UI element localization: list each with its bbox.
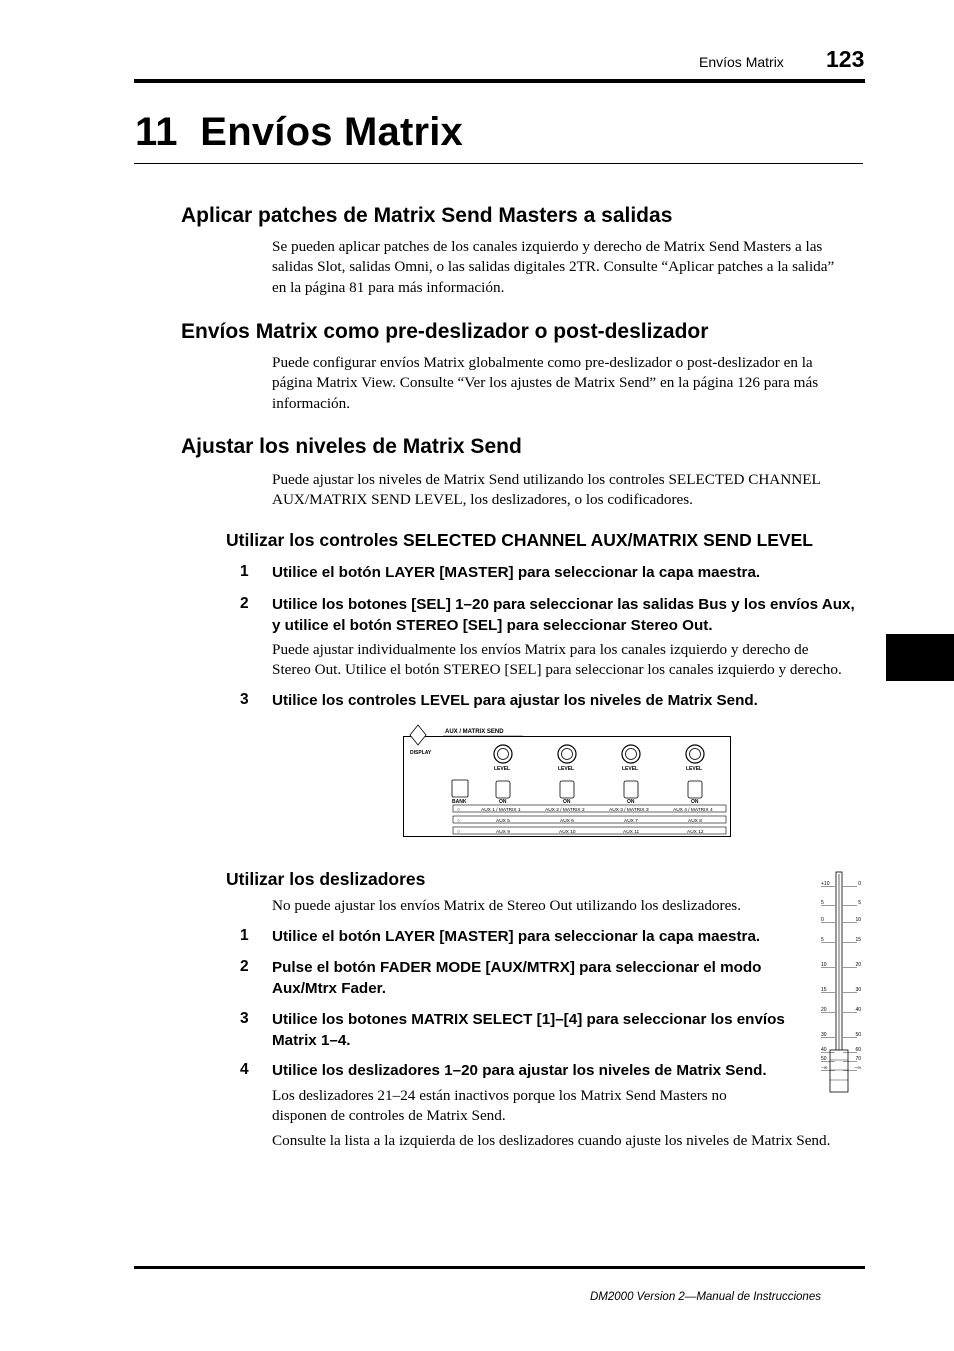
section-heading-prepost: Envíos Matrix como pre-deslizador o post-deslizador — [181, 320, 709, 343]
text-line: Puede ajustar los niveles de Matrix Send utilizando los controles SELECTED CHANNEL — [272, 471, 821, 488]
step-number: 2 — [240, 958, 249, 975]
svg-text:○: ○ — [457, 818, 461, 824]
fader-scale-right — [843, 881, 861, 1071]
bank-cell: AUX 5 — [496, 819, 510, 824]
step-number: 3 — [240, 691, 249, 708]
fader-tick-label: 70 — [855, 1056, 861, 1062]
fader-scale-illustration — [813, 870, 865, 1095]
running-header-section: Envíos Matrix — [699, 54, 784, 70]
section-body-prepost — [272, 353, 818, 414]
step-number: 4 — [240, 1061, 249, 1078]
fader-tick-label: 50 — [855, 1032, 861, 1038]
text-line: salidas Slot, salidas Omni, o las salidas digitales 2TR. Consulte “Aplicar patches a la salida” — [272, 258, 835, 276]
footer-rule — [134, 1266, 865, 1269]
fader-tick-label: 5 — [821, 900, 824, 906]
bank-row-2 — [453, 816, 726, 824]
aux-matrix-send-panel-illustration — [403, 723, 731, 837]
text-line: información. — [272, 394, 351, 412]
step-number: 1 — [240, 563, 249, 580]
bank-cell: AUX 6 — [560, 819, 574, 824]
fader-tick-label: 10 — [821, 962, 827, 968]
fader-tick-label: 20 — [855, 962, 861, 968]
subsection-heading-controls: Utilizar los controles SELECTED CHANNEL AUX/MATRIX SEND LEVEL — [226, 530, 813, 550]
svg-text:○: ○ — [457, 807, 461, 813]
page-number: 123 — [826, 46, 865, 72]
fader-tick-label: 50 — [821, 1056, 827, 1062]
fader-tick-label: 20 — [821, 1007, 827, 1013]
bank-cell: AUX 3 / MATRIX 3 — [609, 808, 649, 813]
text-line: Aux/Mtrx Fader. — [272, 979, 386, 997]
text-line: Se pueden aplicar patches de los canales izquierdo y derecho de Matrix Send Masters a las — [272, 238, 823, 255]
text-line: AUX/MATRIX SEND LEVEL, los deslizadores, o los codificadores. — [272, 491, 693, 509]
level-label: LEVEL — [622, 766, 639, 772]
step-number: 1 — [240, 927, 249, 944]
bank-cell: AUX 9 — [496, 830, 510, 835]
level-label: LEVEL — [686, 766, 703, 772]
panel-title: AUX / MATRIX SEND — [445, 729, 504, 735]
step-note — [272, 640, 842, 681]
on-button — [560, 781, 574, 798]
level-label: LEVEL — [558, 766, 575, 772]
bank-row-3 — [453, 827, 726, 835]
fader-tick-label: 15 — [855, 937, 861, 943]
fader-tick-label: −∞ — [821, 1065, 828, 1071]
chapter-rule — [134, 163, 863, 164]
bank-cell: AUX 8 — [688, 819, 702, 824]
fader-tick-label: +10 — [821, 881, 830, 887]
bank-cell: AUX 7 — [624, 819, 638, 824]
text-line: Los deslizadores 21–24 están inactivos porque los Matrix Send Masters no — [272, 1087, 727, 1104]
display-label: DISPLAY — [410, 750, 432, 756]
text-line: Matrix 1–4. — [272, 1031, 351, 1049]
footer-text: DM2000 Version 2—Manual de Instrucciones — [590, 1291, 821, 1303]
text-line: Stereo Out. Utilice el botón STEREO [SEL] para seleccionar los canales izquierdo y derecho. — [272, 661, 842, 679]
bank-cell: AUX 2 / MATRIX 2 — [545, 808, 585, 813]
faders-intro: No puede ajustar los envíos Matrix de Stereo Out utilizando los deslizadores. — [272, 897, 742, 914]
faders-note-2: Consulte la lista a la izquierda de los deslizadores cuando ajuste los niveles de Matrix Send. — [272, 1132, 831, 1149]
fader-tick-label: 60 — [855, 1047, 861, 1053]
section-body-patches — [272, 237, 834, 298]
text-line: Utilice los botones [SEL] 1–20 para seleccionar las salidas Bus y los envíos Aux, — [272, 596, 855, 613]
step-number: 3 — [240, 1010, 249, 1027]
step-text — [272, 1010, 785, 1051]
text-line: página Matrix View. Consulte “Ver los ajustes de Matrix Send” en la página 126 para más — [272, 374, 819, 392]
text-line: Utilice los botones MATRIX SELECT [1]–[4] para seleccionar los envíos — [272, 1011, 785, 1028]
section-heading-patches: Aplicar patches de Matrix Send Masters a salidas — [181, 204, 673, 227]
step-text — [272, 595, 855, 636]
fader-knob — [830, 1050, 848, 1092]
on-button — [496, 781, 510, 798]
subsection-heading-faders: Utilizar los deslizadores — [226, 869, 426, 889]
fader-scale-left — [821, 881, 835, 1071]
text-line: Utilice el botón LAYER [MASTER] para seleccionar la capa maestra. — [272, 928, 761, 945]
text-line: disponen de controles de Matrix Send. — [272, 1107, 506, 1125]
on-label: ON — [691, 799, 699, 805]
section-heading-levels: Ajustar los niveles de Matrix Send — [181, 435, 522, 458]
fader-tick-label: 0 — [821, 917, 824, 923]
step-text — [272, 927, 760, 948]
text-line: Pulse el botón FADER MODE [AUX/MTRX] para seleccionar el modo — [272, 959, 762, 976]
step-text — [272, 563, 760, 584]
on-label: ON — [499, 799, 507, 805]
text-line: y utilice el botón STEREO [SEL] para seleccionar Stereo Out. — [272, 616, 713, 634]
text-line: Puede ajustar individualmente los envíos Matrix para los canales izquierdo y derecho de — [272, 641, 809, 658]
bank-label: BANK — [452, 799, 467, 805]
step-number: 2 — [240, 595, 249, 612]
header-rule — [134, 79, 865, 83]
faders-note-1 — [272, 1086, 727, 1127]
text-line: Utilice los controles LEVEL para ajustar los niveles de Matrix Send. — [272, 692, 758, 709]
fader-tick-label: 10 — [855, 917, 861, 923]
text-line: Puede configurar envíos Matrix globalmente como pre-deslizador o post-deslizador en la — [272, 354, 813, 371]
fader-tick-label: 0 — [858, 881, 861, 887]
chapter-title: 11 Envíos Matrix — [135, 110, 463, 154]
step-text — [272, 958, 761, 999]
fader-tick-label: 5 — [858, 900, 861, 906]
fader-tick-label: 5 — [821, 937, 824, 943]
bank-cell: AUX 1 / MATRIX 1 — [481, 808, 521, 813]
chapter-thumb-tab — [886, 634, 954, 681]
bank-cell: AUX 12 — [687, 830, 704, 835]
step-text — [272, 1061, 767, 1082]
bank-cell: AUX 11 — [623, 830, 640, 835]
fader-tick-label: 40 — [855, 1007, 861, 1013]
fader-tick-label: −∞ — [854, 1065, 861, 1071]
bank-button — [452, 780, 468, 797]
fader-tick-label: 30 — [855, 987, 861, 993]
level-label: LEVEL — [494, 766, 511, 772]
on-button — [688, 781, 702, 798]
text-line: en la página 81 para más información. — [272, 278, 505, 296]
bank-row-1 — [453, 805, 726, 813]
on-button — [624, 781, 638, 798]
bank-cell: AUX 4 / MATRIX 4 — [673, 808, 713, 813]
fader-tick-label: 15 — [821, 987, 827, 993]
section-body-levels — [272, 470, 821, 511]
text-line: Utilice los deslizadores 1–20 para ajustar los niveles de Matrix Send. — [272, 1062, 767, 1079]
on-label: ON — [627, 799, 635, 805]
on-label: ON — [563, 799, 571, 805]
fader-tick-label: 40 — [821, 1047, 827, 1053]
text-line: Utilice el botón LAYER [MASTER] para seleccionar la capa maestra. — [272, 564, 761, 581]
fader-tick-label: 30 — [821, 1032, 827, 1038]
bank-cell: AUX 10 — [559, 830, 576, 835]
step-text — [272, 691, 758, 712]
svg-text:○: ○ — [457, 829, 461, 835]
